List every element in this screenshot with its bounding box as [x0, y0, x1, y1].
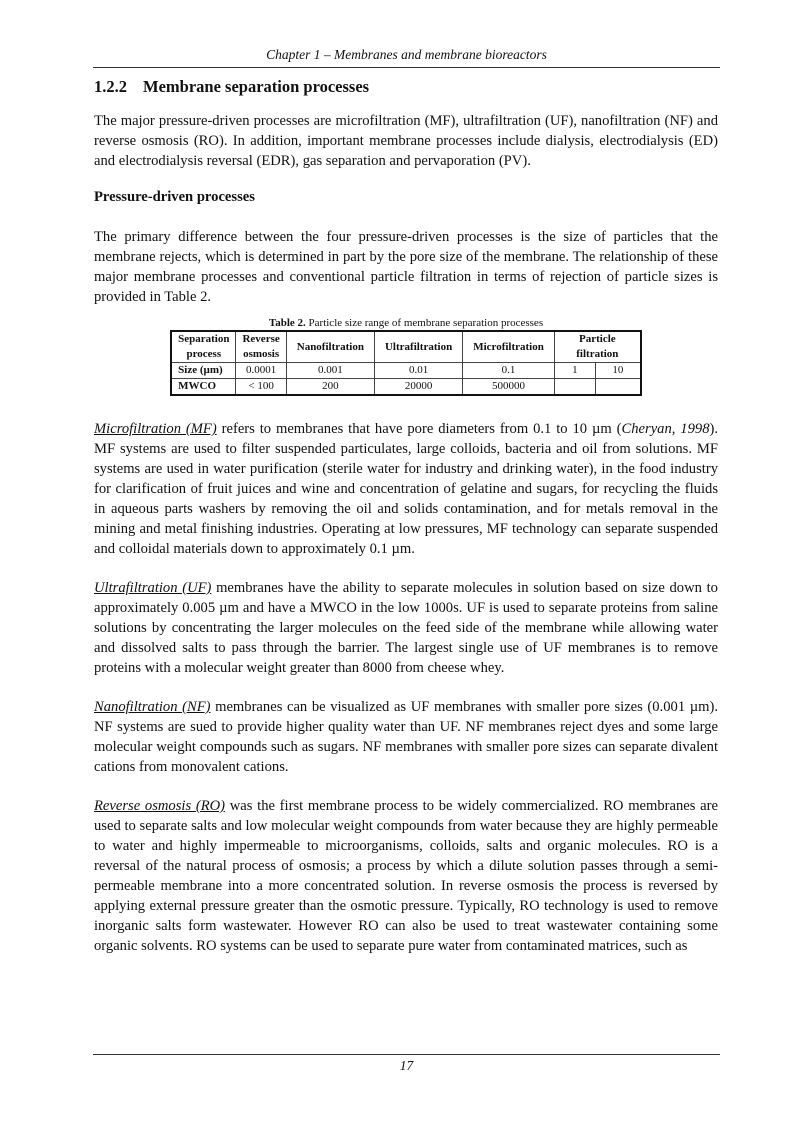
page-number: 17	[399, 1058, 414, 1073]
cell-size-mf: 0.1	[463, 363, 555, 379]
cell-size-pf-b: 10	[595, 363, 641, 379]
row-label-mwco: MWCO	[171, 379, 236, 396]
section-title: Membrane separation processes	[143, 77, 370, 96]
section-heading	[94, 77, 718, 97]
cell-size-pf-a: 1	[554, 363, 595, 379]
running-header: Chapter 1 – Membranes and membrane bioreactors	[266, 47, 547, 62]
header-particle-filtration: Particle filtration	[554, 331, 641, 363]
cell-mwco-pf-b	[595, 379, 641, 396]
cell-mwco-ro: < 100	[236, 379, 286, 396]
term-microfiltration: Microfiltration (MF)	[94, 421, 217, 437]
table-row	[171, 379, 641, 396]
subheading: Pressure-driven processes	[94, 189, 255, 205]
paragraph-pressure-driven: The primary difference between the four pressure-driven processes is the size of particles that the membrane rejects, which is determined in part by the pore size of the membrane. The relationship of these major membrane processes and conventional particle filtration in terms of rejection of particle sizes is provided in Table 2.	[94, 229, 718, 305]
particle-size-table	[170, 330, 642, 396]
table-row	[171, 363, 641, 379]
cell-mwco-nf: 200	[286, 379, 374, 396]
header-nanofiltration: Nanofiltration	[286, 331, 374, 363]
term-nanofiltration: Nanofiltration (NF)	[94, 699, 211, 715]
header-reverse-osmosis: Reverse osmosis	[236, 331, 286, 363]
citation: Cheryan, 1998	[621, 421, 710, 437]
table-caption-text: Particle size range of membrane separation processes	[305, 317, 544, 329]
paragraph-nanofiltration: Nanofiltration (NF) membranes can be visualized as UF membranes with smaller pore sizes (0.001 µm). NF systems are sued to provide higher quality water than UF. NF membranes reject dyes and some large molecular weight compounds such as sugars. NF membranes with smaller pore sizes can separate divalent cations from monovalent cations.	[94, 699, 718, 775]
page-body	[94, 77, 718, 956]
header-microfiltration: Microfiltration	[463, 331, 555, 363]
cell-mwco-uf: 20000	[374, 379, 462, 396]
paragraph-ultrafiltration: Ultrafiltration (UF) membranes have the ability to separate molecules in solution based on size down to approximately 0.005 µm and have a MWCO in the low 1000s. UF is used to separate proteins from saline solutions by concentrating the larger molecules on the feed side of the membrane while allowing water and dissolved salts to pass through the barrier. The largest single use of UF membranes is to remove proteins with a molecular weight greater than 8000 from cheese whey.	[94, 580, 718, 676]
cell-size-uf: 0.01	[374, 363, 462, 379]
header-ultrafiltration: Ultrafiltration	[374, 331, 462, 363]
table-caption-label: Table 2.	[268, 317, 306, 329]
row-label-size: Size (µm)	[171, 363, 236, 379]
cell-mwco-pf-a	[554, 379, 595, 396]
term-ultrafiltration: Ultrafiltration (UF)	[94, 580, 212, 596]
section-number: 1.2.2	[94, 77, 127, 96]
intro-paragraph: The major pressure-driven processes are microfiltration (MF), ultrafiltration (UF), nanofiltration (NF) and reverse osmosis (RO). In addition, important membrane processes include dialysis, electrodialysis (ED) and electrodialysis reversal (EDR), gas separation and pervaporation (PV).	[94, 113, 718, 169]
cell-size-ro: 0.0001	[236, 363, 286, 379]
paragraph-reverse-osmosis: Reverse osmosis (RO) was the first membrane process to be widely commercialized. RO membranes are used to separate salts and low molecular weight compounds from water because they are highly permeable to water and highly impermeable to microorganisms, colloids, salts and organic molecules. RO is a reversal of the natural process of osmosis; a process by which a dilute solution passes through a semi-permeable membrane into a more concentrated solution. In reverse osmosis the process is reversed by applying external pressure greater than the osmotic pressure. Typically, RO technology is used to remove inorganic salts form wastewater. However RO can also be used to treat wastewater containing some organic solvents. RO systems can be used to separate pure water from contaminated matrices, such as	[94, 798, 718, 954]
footer-rule	[93, 1054, 720, 1055]
term-reverse-osmosis: Reverse osmosis (RO)	[94, 798, 226, 814]
table-caption	[94, 317, 718, 329]
header-rule	[93, 67, 720, 68]
table-header-row	[171, 331, 641, 363]
cell-size-nf: 0.001	[286, 363, 374, 379]
paragraph-microfiltration: Microfiltration (MF) refers to membranes that have pore diameters from 0.1 to 10 µm (Cheryan, 1998). MF systems are used to filter suspended particulates, large colloids, bacteria and oil from solutions. MF systems are used in water purification (sterile water for industry and drinking water), in the food industry for clarification of fruit juices and wine and concentration of gelatine and sugars, for recycling the fluids in aqueous parts washers by removing the oil and solids contamination, and for metals removal in the mining and metal finishing industries. Operating at low pressures, MF technology can separate suspended and colloidal materials down to approximately 0.1 µm.	[94, 421, 719, 557]
cell-mwco-mf: 500000	[463, 379, 555, 396]
header-separation-process: Separation process	[171, 331, 236, 363]
table-block	[94, 317, 718, 396]
